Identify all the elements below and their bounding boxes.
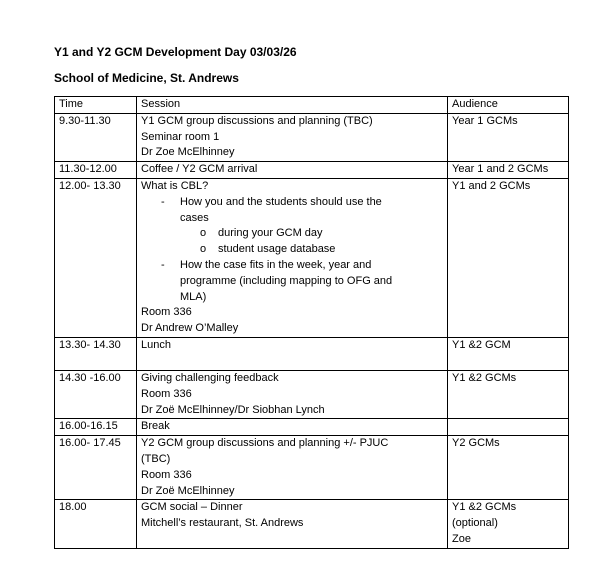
table-row bbox=[55, 337, 569, 370]
session-line: Break bbox=[141, 420, 170, 433]
schedule-table bbox=[54, 96, 569, 549]
session-line: Room 336 bbox=[141, 306, 192, 319]
session-bullet bbox=[141, 258, 443, 305]
session-line: Dr Zoë McElhinney bbox=[141, 484, 235, 497]
audience-line: Year 1 GCMs bbox=[452, 114, 518, 127]
audience-line: Year 1 and 2 GCMs bbox=[452, 163, 549, 176]
session-line: Mitchell’s restaurant, St. Andrews bbox=[141, 517, 304, 530]
time-cell: 12.00- 13.30 bbox=[55, 178, 137, 337]
audience-line: (optional) bbox=[452, 517, 498, 530]
audience-line: Y1 and 2 GCMs bbox=[452, 179, 531, 192]
session-cell bbox=[137, 370, 448, 418]
session-subbullet-list bbox=[180, 226, 443, 258]
session-line: Dr Zoe McElhinney bbox=[141, 146, 235, 159]
audience-cell bbox=[448, 178, 569, 337]
time-cell: 16.00- 17.45 bbox=[55, 436, 137, 500]
session-cell bbox=[137, 436, 448, 500]
time-cell: 11.30-12.00 bbox=[55, 162, 137, 179]
table-row bbox=[55, 178, 569, 337]
session-cell bbox=[137, 419, 448, 436]
session-cell bbox=[137, 178, 448, 337]
audience-line: Y1 &2 GCM bbox=[452, 338, 511, 351]
session-line: (TBC) bbox=[141, 452, 171, 465]
table-row bbox=[55, 419, 569, 436]
document-title: Y1 and Y2 GCM Development Day 03/03/26 bbox=[54, 45, 297, 59]
session-bullet bbox=[141, 195, 443, 258]
session-line: Room 336 bbox=[141, 468, 192, 481]
session-line: Coffee / Y2 GCM arrival bbox=[141, 163, 258, 176]
audience-cell bbox=[448, 419, 569, 436]
audience-cell bbox=[448, 436, 569, 500]
session-line: Lunch bbox=[141, 338, 171, 351]
session-line: Giving challenging feedback bbox=[141, 371, 279, 384]
audience-line: Y1 &2 GCMs bbox=[452, 371, 517, 384]
table-row bbox=[55, 113, 569, 161]
table-row bbox=[55, 500, 569, 548]
session-subbullet: o during your GCM day bbox=[180, 226, 443, 242]
time-cell: 9.30-11.30 bbox=[55, 113, 137, 161]
session-cell bbox=[137, 337, 448, 370]
time-cell: 16.00-16.15 bbox=[55, 419, 137, 436]
audience-cell bbox=[448, 500, 569, 548]
audience-cell bbox=[448, 370, 569, 418]
bullet-line: - How the case fits in the week, year and bbox=[180, 258, 372, 271]
session-line: Y2 GCM group discussions and planning +/- PJUC bbox=[141, 437, 389, 450]
table-header-row bbox=[55, 97, 569, 114]
bullet-line: - How you and the students should use the bbox=[180, 195, 382, 208]
audience-line: Zoe bbox=[452, 532, 471, 545]
document-subtitle: School of Medicine, St. Andrews bbox=[54, 71, 239, 85]
session-line: Dr Zoë McElhinney/Dr Siobhan Lynch bbox=[141, 403, 325, 416]
time-cell: 18.00 bbox=[55, 500, 137, 548]
session-bullet-list bbox=[141, 195, 443, 306]
session-cell bbox=[137, 113, 448, 161]
session-line: Room 336 bbox=[141, 387, 192, 400]
session-line: Y1 GCM group discussions and planning (TBC) bbox=[141, 114, 373, 127]
session-line: Dr Andrew O’Malley bbox=[141, 322, 239, 335]
bullet-line: MLA) bbox=[180, 290, 207, 303]
audience-cell bbox=[448, 162, 569, 179]
header-time: Time bbox=[55, 97, 137, 114]
time-cell: 13.30- 14.30 bbox=[55, 337, 137, 370]
header-audience: Audience bbox=[448, 97, 569, 114]
session-line: GCM social – Dinner bbox=[141, 501, 243, 514]
audience-line: Y1 &2 GCMs bbox=[452, 501, 517, 514]
bullet-line: cases bbox=[180, 211, 209, 224]
header-session: Session bbox=[137, 97, 448, 114]
time-cell: 14.30 -16.00 bbox=[55, 370, 137, 418]
session-cell bbox=[137, 500, 448, 548]
table-row bbox=[55, 436, 569, 500]
table-row bbox=[55, 162, 569, 179]
bullet-line: programme (including mapping to OFG and bbox=[180, 274, 393, 287]
table-row bbox=[55, 370, 569, 418]
session-line: What is CBL? bbox=[141, 179, 209, 192]
audience-line bbox=[452, 419, 564, 435]
audience-cell bbox=[448, 337, 569, 370]
session-line: Seminar room 1 bbox=[141, 130, 220, 143]
audience-line: Y2 GCMs bbox=[452, 437, 500, 450]
session-cell bbox=[137, 162, 448, 179]
audience-cell bbox=[448, 113, 569, 161]
session-subbullet: o student usage database bbox=[180, 242, 443, 258]
